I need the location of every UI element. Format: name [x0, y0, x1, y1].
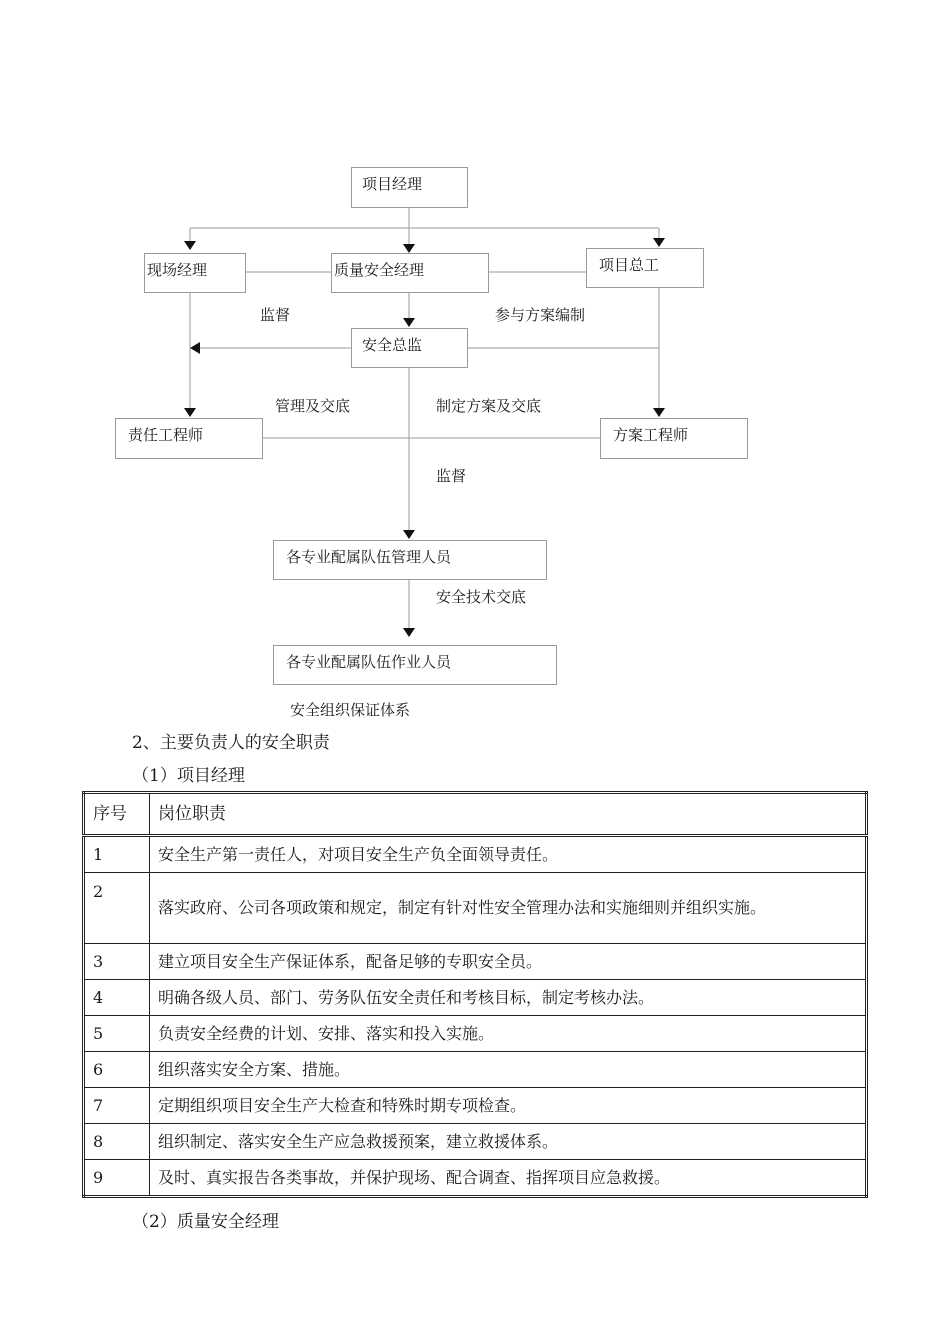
node-responsible-engineer: 责任工程师 [115, 418, 263, 459]
row-text: 定期组织项目安全生产大检查和特殊时期专项检查。 [150, 1088, 867, 1124]
table-row [84, 873, 867, 944]
row-no: 2 [84, 873, 150, 944]
table-row [84, 1160, 867, 1197]
node-project-manager: 项目经理 [351, 167, 468, 208]
table-row [84, 980, 867, 1016]
duty-table [82, 791, 868, 1198]
node-plan-engineer: 方案工程师 [600, 418, 748, 459]
node-site-manager: 现场经理 [144, 253, 246, 293]
row-text: 负责安全经费的计划、安排、落实和投入实施。 [150, 1016, 867, 1052]
row-no: 8 [84, 1124, 150, 1160]
node-quality-safety-manager: 质量安全经理 [331, 253, 489, 293]
label-supervise-1: 监督 [260, 306, 291, 324]
table-header-row [84, 793, 867, 836]
table-row [84, 1124, 867, 1160]
row-text: 组织制定、落实安全生产应急救援预案，建立救援体系。 [150, 1124, 867, 1160]
table-row [84, 944, 867, 980]
section-heading: 2、主要负责人的安全职责 [132, 733, 330, 753]
subsection-project-manager: （1）项目经理 [132, 766, 245, 786]
header-duty: 岗位职责 [150, 793, 867, 836]
table-row [84, 1052, 867, 1088]
row-no: 9 [84, 1160, 150, 1197]
label-manage-brief: 管理及交底 [275, 397, 351, 415]
row-text: 落实政府、公司各项政策和规定，制定有针对性安全管理办法和实施细则并组织实施。 [150, 873, 867, 944]
chart-caption: 安全组织保证体系 [290, 701, 411, 719]
label-tech-brief: 安全技术交底 [436, 588, 527, 606]
label-supervise-2: 监督 [436, 467, 467, 485]
subsection-quality-safety-manager: （2）质量安全经理 [132, 1212, 279, 1232]
row-no: 7 [84, 1088, 150, 1124]
row-no: 4 [84, 980, 150, 1016]
table-row [84, 1088, 867, 1124]
table-row [84, 1016, 867, 1052]
row-text: 组织落实安全方案、措施。 [150, 1052, 867, 1088]
table-row [84, 836, 867, 873]
label-participate-plan: 参与方案编制 [495, 306, 586, 324]
row-no: 6 [84, 1052, 150, 1088]
row-no: 1 [84, 836, 150, 873]
label-plan-brief: 制定方案及交底 [436, 397, 542, 415]
header-no: 序号 [84, 793, 150, 836]
node-team-management: 各专业配属队伍管理人员 [273, 540, 547, 580]
row-text: 安全生产第一责任人，对项目安全生产负全面领导责任。 [150, 836, 867, 873]
row-text: 明确各级人员、部门、劳务队伍安全责任和考核目标，制定考核办法。 [150, 980, 867, 1016]
row-no: 5 [84, 1016, 150, 1052]
row-text: 及时、真实报告各类事故，并保护现场、配合调查、指挥项目应急救援。 [150, 1160, 867, 1197]
row-no: 3 [84, 944, 150, 980]
node-team-workers: 各专业配属队伍作业人员 [273, 645, 557, 685]
row-text: 建立项目安全生产保证体系，配备足够的专职安全员。 [150, 944, 867, 980]
node-safety-director: 安全总监 [351, 328, 468, 368]
node-chief-engineer: 项目总工 [586, 248, 704, 288]
